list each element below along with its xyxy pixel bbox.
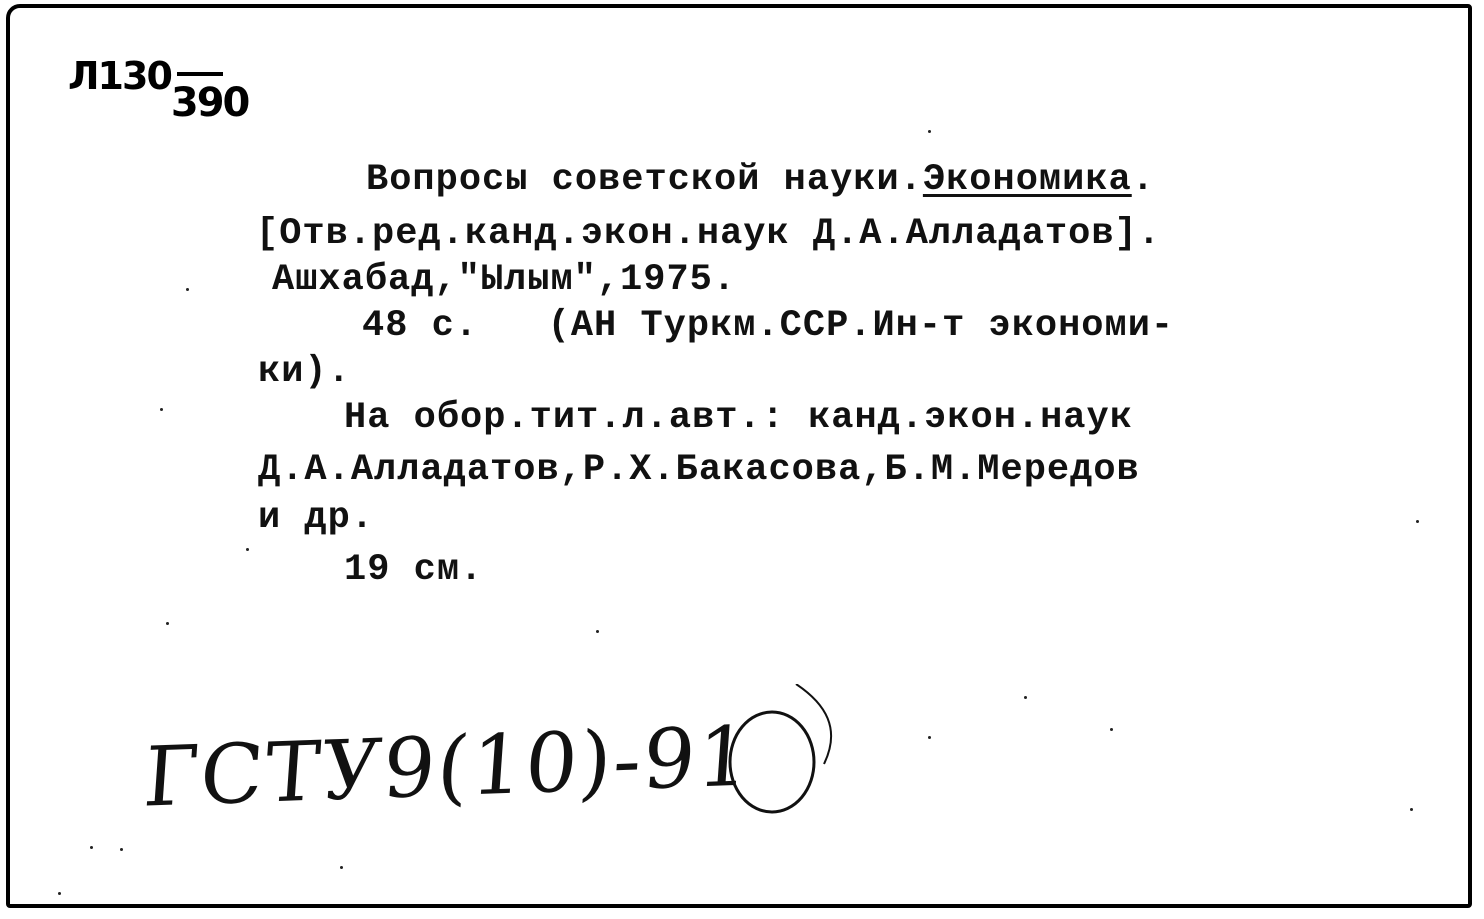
record-imprint-line: Ашхабад,"Ылым",1975.	[272, 259, 737, 301]
record-editor-line: [Отв.ред.канд.экон.наук Д.А.Алладатов].	[256, 213, 1161, 255]
scan-speck	[596, 630, 599, 633]
scan-speck	[186, 288, 189, 291]
record-subtitle: Экономика	[922, 159, 1132, 201]
handwritten-circle-mark	[716, 684, 856, 824]
scan-speck	[90, 846, 93, 849]
scan-speck	[160, 408, 163, 411]
record-series-end-line: ки).	[258, 351, 351, 393]
record-authors-end-line: и др.	[258, 497, 375, 539]
catalog-card	[6, 4, 1472, 908]
shelf-mark-fraction-number: 390	[170, 80, 249, 126]
record-note-line: На обор.тит.л.авт.: канд.экон.наук	[344, 397, 1133, 439]
scan-speck	[166, 622, 169, 625]
scan-speck	[340, 866, 343, 869]
scan-speck	[928, 736, 931, 739]
record-title-end: .	[1131, 159, 1155, 201]
scan-speck	[1024, 696, 1027, 699]
record-authors-line: Д.А.Алладатов,Р.Х.Бакасова,Б.М.Мередов	[258, 449, 1140, 491]
scan-speck	[928, 130, 931, 133]
scan-speck	[246, 548, 249, 551]
record-title: Вопросы советской науки.	[366, 159, 923, 201]
scan-speck	[58, 892, 61, 895]
scan-speck	[1110, 728, 1113, 731]
shelf-mark-fraction	[170, 54, 253, 126]
record-title-line	[366, 158, 1155, 202]
scan-speck	[120, 848, 123, 851]
shelf-mark-fraction-bar	[177, 72, 223, 76]
shelf-mark	[68, 54, 253, 126]
handwritten-code: ГСТУ9(10)-91	[140, 709, 755, 826]
shelf-mark-main: Л130	[68, 54, 171, 98]
record-pagination-series-line: 48 с. (АН Туркм.ССР.Ин-т экономи-	[362, 305, 1175, 347]
record-size-line: 19 см.	[344, 549, 484, 591]
scan-speck	[1410, 808, 1413, 811]
scan-speck	[1416, 520, 1419, 523]
